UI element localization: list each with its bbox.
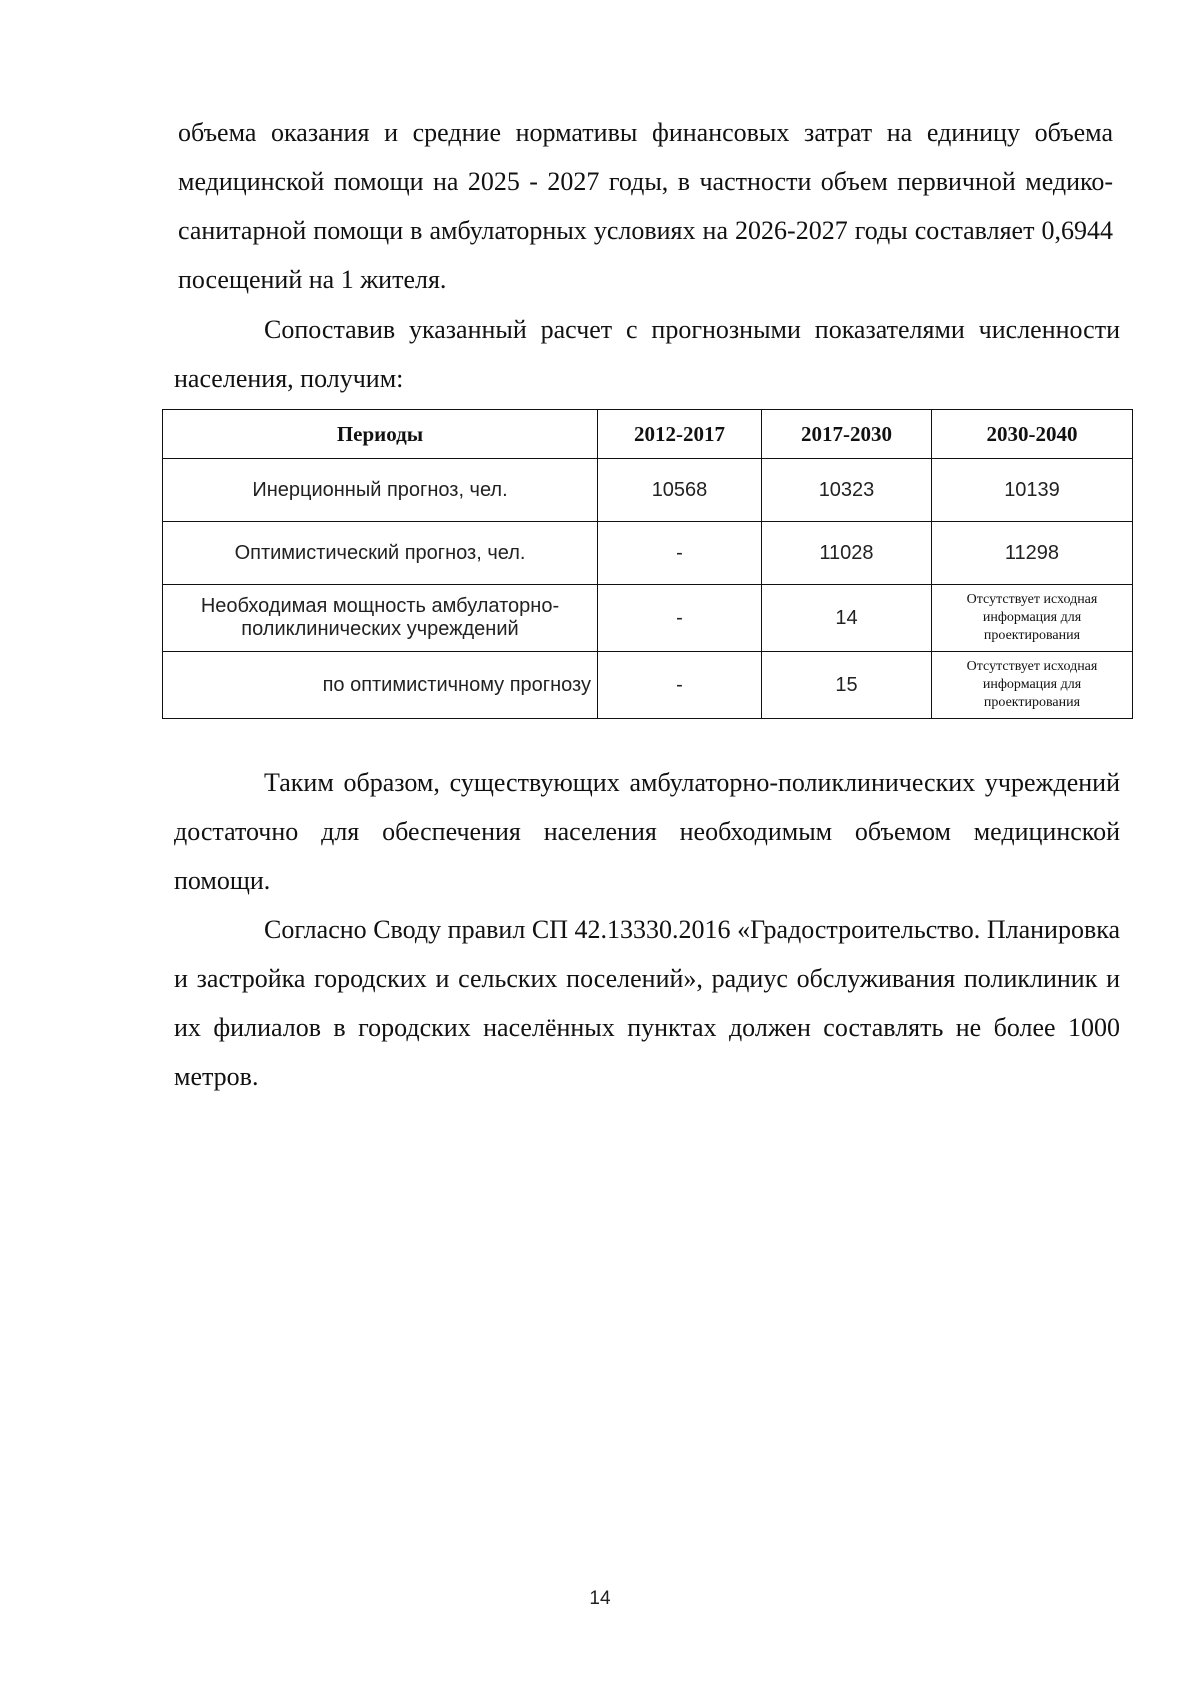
table-header-cell: Периоды	[163, 410, 598, 459]
table-cell: 14	[762, 585, 932, 652]
table-header-cell: 2017-2030	[762, 410, 932, 459]
table-cell: 10139	[932, 459, 1133, 522]
table-cell: 11028	[762, 522, 932, 585]
paragraph-normatives: объема оказания и средние нормативы финансовых затрат на единицу объема медицинской помощи на 2025 - 2027 годы, в частности объем первичной медико-санитарной помощи в амбулаторных условиях на 2026-2027 годы составляет 0,6944 посещений на 1 жителя.	[178, 118, 1113, 294]
table-cell-note: Отсутствует исходная информация для проектирования	[932, 585, 1133, 652]
table-row-label: Необходимая мощность амбулаторно-поликлинических учреждений	[163, 585, 598, 652]
paragraph-conclusion: Таким образом, существующих амбулаторно-поликлинических учреждений достаточно для обеспечения населения необходимым объемом медицинской помощи.	[174, 768, 1120, 895]
table-row	[163, 459, 1133, 522]
table-header-row	[163, 410, 1133, 459]
table-row-label: по оптимистичному прогнозу	[163, 652, 598, 719]
paragraph-comparison-intro: Сопоставив указанный расчет с прогнозными показателями численности населения, получим:	[174, 315, 1120, 393]
table-cell: -	[598, 652, 762, 719]
table-cell-note: Отсутствует исходная информация для проектирования	[932, 652, 1133, 719]
table-row	[163, 652, 1133, 719]
page-number: 14	[589, 1588, 611, 1609]
paragraph-service-radius: Согласно Своду правил СП 42.13330.2016 «Градостроительство. Планировка и застройка городских и сельских поселений», радиус обслуживания поликлиник и их филиалов в городских населённых пунктах должен составлять не более 1000 метров.	[174, 915, 1120, 1091]
table-cell: 10568	[598, 459, 762, 522]
table-cell: 15	[762, 652, 932, 719]
table-cell: 10323	[762, 459, 932, 522]
population-forecast-table	[162, 409, 1133, 719]
table-row	[163, 522, 1133, 585]
table-header-cell: 2012-2017	[598, 410, 762, 459]
table-row-label: Оптимистический прогноз, чел.	[163, 522, 598, 585]
table-cell: 11298	[932, 522, 1133, 585]
table-row-label: Инерционный прогноз, чел.	[163, 459, 598, 522]
table-row	[163, 585, 1133, 652]
table-header-cell: 2030-2040	[932, 410, 1133, 459]
table-cell: -	[598, 522, 762, 585]
table-cell: -	[598, 585, 762, 652]
